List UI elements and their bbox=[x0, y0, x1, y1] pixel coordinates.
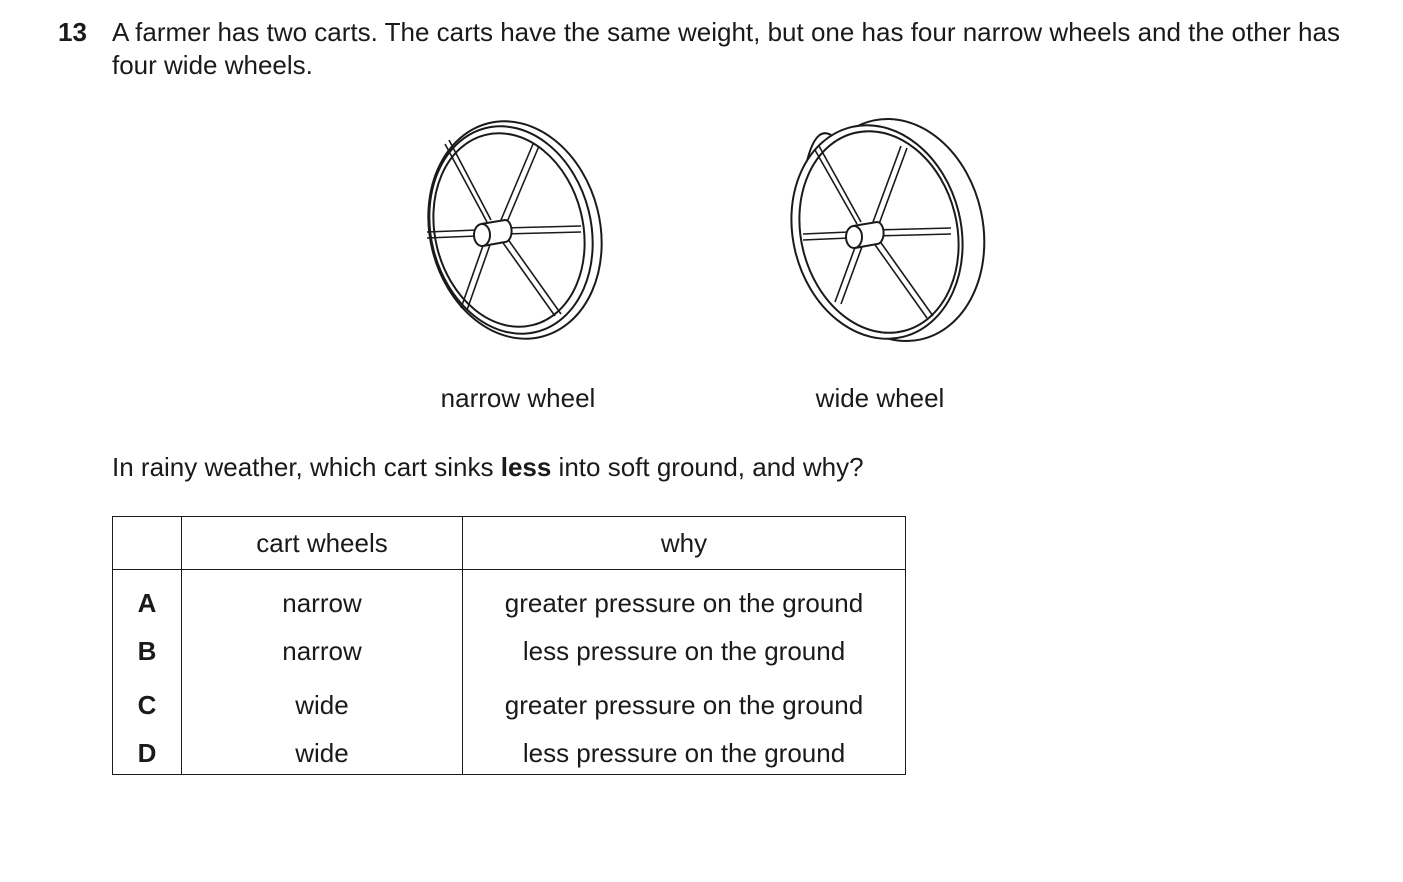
table-row bbox=[113, 732, 906, 775]
narrow-wheel-illustration bbox=[405, 110, 615, 350]
option-why: greater pressure on the ground bbox=[463, 570, 906, 625]
table-header-row bbox=[113, 517, 906, 570]
narrow-wheel-caption: narrow wheel bbox=[440, 383, 596, 413]
question-prompt bbox=[112, 451, 864, 483]
option-why: less pressure on the ground bbox=[463, 732, 906, 775]
table-row bbox=[113, 678, 906, 732]
question-text: A farmer has two carts. The carts have the same weight, but one has four narrow wheels and the other has four wide wheels. bbox=[112, 17, 1340, 80]
option-wheels: wide bbox=[182, 732, 463, 775]
option-wheels: narrow bbox=[182, 570, 463, 625]
prompt-end: into soft ground, and why? bbox=[551, 452, 864, 482]
prompt-start: In rainy weather, which cart sinks bbox=[112, 452, 501, 482]
header-letter bbox=[113, 517, 182, 570]
header-why: why bbox=[463, 517, 906, 570]
option-why: less pressure on the ground bbox=[463, 624, 906, 678]
option-letter: B bbox=[113, 624, 182, 678]
wide-wheel-caption: wide wheel bbox=[815, 383, 945, 413]
option-letter: D bbox=[113, 732, 182, 775]
option-wheels: wide bbox=[182, 678, 463, 732]
option-letter: C bbox=[113, 678, 182, 732]
table-row bbox=[113, 624, 906, 678]
table-row bbox=[113, 570, 906, 625]
option-letter: A bbox=[113, 570, 182, 625]
wide-wheel-illustration bbox=[775, 110, 995, 350]
option-why: greater pressure on the ground bbox=[463, 678, 906, 732]
header-cart-wheels: cart wheels bbox=[182, 517, 463, 570]
answer-options-table bbox=[112, 516, 906, 775]
prompt-emphasis: less bbox=[500, 452, 552, 482]
question-number: 13 bbox=[58, 17, 87, 47]
option-wheels: narrow bbox=[182, 624, 463, 678]
